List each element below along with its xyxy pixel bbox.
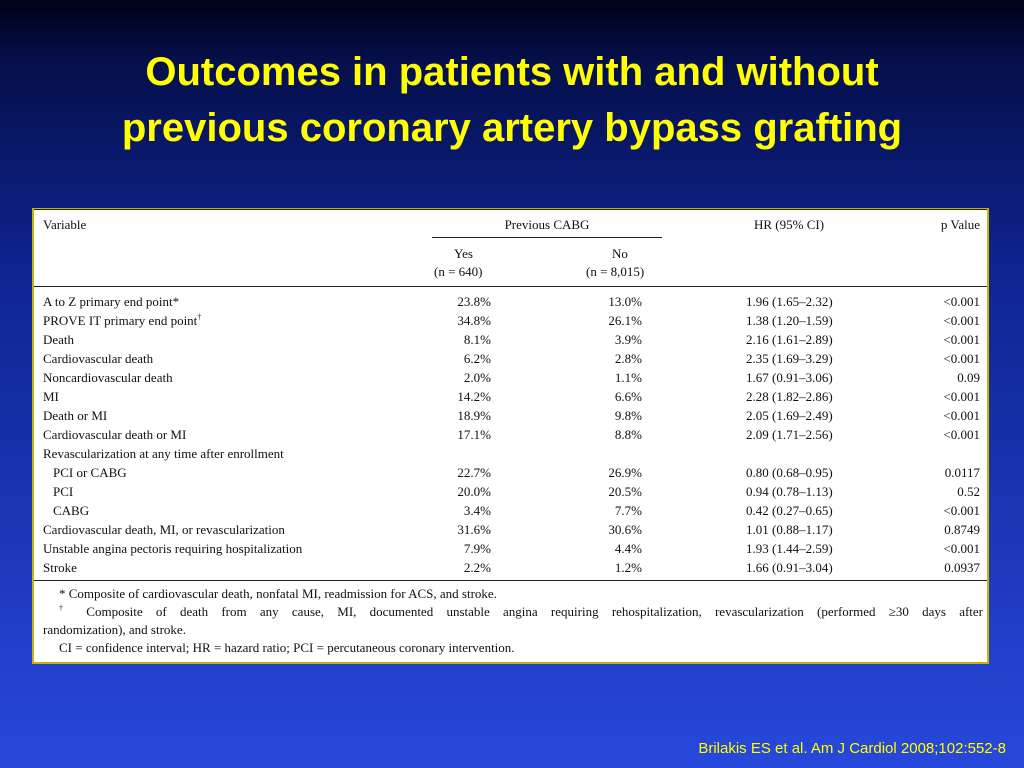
row-variable: Cardiovascular death or MI (43, 427, 187, 442)
header-no: No (612, 246, 628, 261)
row-p: <0.001 (943, 541, 980, 556)
row-no: 26.9% (608, 465, 642, 480)
row-no: 20.5% (608, 484, 642, 499)
table-row (34, 387, 987, 406)
row-no: 26.1% (608, 313, 642, 328)
table-row (34, 520, 987, 539)
header-no-n: (n = 8,015) (586, 264, 645, 279)
footnote-asterisk: * Composite of cardiovascular death, nonfatal MI, readmission for ACS, and stroke. (59, 586, 497, 601)
table-row (34, 292, 987, 311)
table-top-rule (34, 209, 987, 210)
header-yes: Yes (454, 246, 473, 261)
dagger-mark: † (197, 312, 202, 322)
row-hr: 0.42 (0.27–0.65) (746, 503, 833, 518)
row-p: <0.001 (943, 503, 980, 518)
row-hr: 1.66 (0.91–3.04) (746, 560, 833, 575)
row-p: <0.001 (943, 351, 980, 366)
row-yes: 17.1% (457, 427, 491, 442)
table-footnotes (43, 585, 983, 657)
row-yes: 23.8% (457, 294, 491, 309)
row-no: 4.4% (614, 541, 642, 556)
row-no: 30.6% (608, 522, 642, 537)
row-no: 9.8% (614, 408, 642, 423)
row-p: <0.001 (943, 332, 980, 347)
slide-title-line-1: Outcomes in patients with and without (145, 50, 879, 94)
row-variable: Death (43, 332, 75, 347)
row-hr: 0.80 (0.68–0.95) (746, 465, 833, 480)
header-p-value: p Value (940, 217, 980, 232)
row-p: 0.0117 (944, 465, 980, 480)
row-no: 13.0% (608, 294, 642, 309)
table-row (34, 349, 987, 368)
row-hr: 2.35 (1.69–3.29) (746, 351, 833, 366)
row-variable: Stroke (43, 560, 77, 575)
row-p: 0.8749 (944, 522, 980, 537)
row-variable: Cardiovascular death, MI, or revascularization (43, 522, 285, 537)
row-hr: 1.38 (1.20–1.59) (746, 313, 833, 328)
row-variable: MI (43, 389, 59, 404)
table-row (34, 463, 987, 482)
table-row-section (34, 444, 987, 463)
table-row (34, 368, 987, 387)
slide-title-line-2: previous coronary artery bypass grafting (121, 106, 903, 150)
row-variable: CABG (53, 503, 90, 518)
header-yes-n: (n = 640) (434, 264, 483, 279)
table-row (34, 330, 987, 349)
row-no: 6.6% (614, 389, 642, 404)
dagger-mark: † (59, 603, 74, 613)
table-row (34, 425, 987, 444)
row-hr: 1.93 (1.44–2.59) (746, 541, 833, 556)
row-no: 8.8% (614, 427, 642, 442)
table-row (34, 501, 987, 520)
row-no: 3.9% (614, 332, 642, 347)
row-p: <0.001 (943, 389, 980, 404)
row-hr: 2.28 (1.82–2.86) (746, 389, 833, 404)
row-variable: PCI or CABG (53, 465, 127, 480)
row-hr: 2.16 (1.61–2.89) (746, 332, 833, 347)
row-yes: 7.9% (463, 541, 491, 556)
header-bottom-rule (34, 286, 987, 287)
row-yes: 18.9% (457, 408, 491, 423)
table-row (34, 311, 987, 330)
row-hr: 1.96 (1.65–2.32) (746, 294, 833, 309)
row-variable: Revascularization at any time after enrollment (43, 446, 284, 461)
row-hr: 1.01 (0.88–1.17) (746, 522, 833, 537)
row-p: <0.001 (943, 294, 980, 309)
row-p: 0.52 (957, 484, 980, 499)
slide-title (0, 44, 1024, 156)
row-no: 1.2% (614, 560, 642, 575)
table-bottom-rule (34, 580, 987, 581)
header-group-rule (432, 237, 662, 238)
row-yes: 34.8% (457, 313, 491, 328)
row-p: <0.001 (943, 408, 980, 423)
row-variable: Cardiovascular death (43, 351, 154, 366)
footnote-abbreviations: CI = confidence interval; HR = hazard ratio; PCI = percutaneous coronary intervention. (59, 640, 515, 655)
header-previous-cabg: Previous CABG (504, 217, 590, 232)
table-row (34, 406, 987, 425)
row-variable: Unstable angina pectoris requiring hospitalization (43, 541, 303, 556)
row-yes: 3.4% (463, 503, 491, 518)
row-yes: 2.0% (463, 370, 491, 385)
row-yes: 22.7% (457, 465, 491, 480)
header-variable: Variable (43, 217, 87, 232)
row-p: 0.09 (957, 370, 980, 385)
row-variable: PCI (53, 484, 74, 499)
table-panel (32, 208, 989, 664)
row-p: <0.001 (943, 313, 980, 328)
row-no: 1.1% (614, 370, 642, 385)
row-hr: 1.67 (0.91–3.06) (746, 370, 833, 385)
row-yes: 20.0% (457, 484, 491, 499)
row-no: 2.8% (614, 351, 642, 366)
table-row (34, 558, 987, 577)
row-hr: 2.05 (1.69–2.49) (746, 408, 833, 423)
row-yes: 8.1% (463, 332, 491, 347)
row-hr: 0.94 (0.78–1.13) (746, 484, 833, 499)
row-yes: 6.2% (463, 351, 491, 366)
row-hr: 2.09 (1.71–2.56) (746, 427, 833, 442)
row-variable: Noncardiovascular death (43, 370, 173, 385)
row-yes: 31.6% (457, 522, 491, 537)
header-hr: HR (95% CI) (754, 217, 825, 232)
row-variable: PROVE IT primary end point† (43, 312, 202, 328)
row-yes: 2.2% (463, 560, 491, 575)
row-p: 0.0937 (944, 560, 980, 575)
citation: Brilakis ES et al. Am J Cardiol 2008;102:552-8 (698, 740, 1006, 757)
footnote-dagger-line-2: randomization), and stroke. (43, 622, 186, 637)
row-no: 7.7% (614, 503, 642, 518)
table-row (34, 482, 987, 501)
footnote-dagger-line-1: † Composite of death from any cause, MI, documented unstable angina requiring rehospitalization, revascularization (performed ≥30 days after (59, 603, 984, 619)
row-variable: A to Z primary end point* (43, 294, 180, 309)
table-row (34, 539, 987, 558)
row-p: <0.001 (943, 427, 980, 442)
row-variable: Death or MI (43, 408, 108, 423)
row-yes: 14.2% (457, 389, 491, 404)
